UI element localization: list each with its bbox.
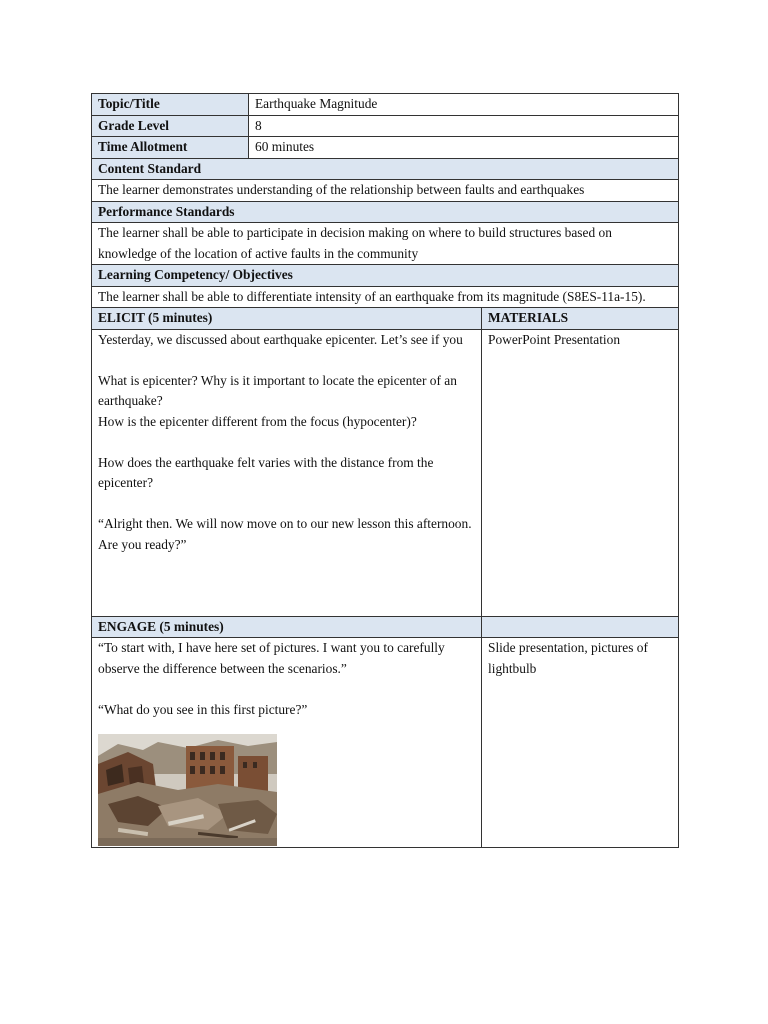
time-row <box>92 137 679 159</box>
lesson-plan <box>91 93 678 848</box>
engage-row <box>92 638 679 848</box>
content-standard-row <box>92 180 679 202</box>
spacer <box>98 432 475 453</box>
spacer <box>98 494 475 515</box>
performance-standards-header-row <box>92 201 679 223</box>
elicit-body <box>92 329 482 616</box>
spacer <box>98 350 475 371</box>
topic-value: Earthquake Magnitude <box>249 94 679 116</box>
lesson-plan-table <box>91 93 679 848</box>
elicit-paragraph-1: Yesterday, we discussed about earthquake epicenter. Let’s see if you <box>98 331 463 347</box>
earthquake-damage-photo <box>98 734 277 846</box>
performance-standards-heading: Performance Standards <box>92 201 679 223</box>
grade-row <box>92 115 679 137</box>
elicit-heading: ELICIT (5 minutes) <box>92 308 482 330</box>
engage-paragraph-1: “To start with, I have here set of pictures. I want you to carefully observe the difference between the scenarios.” <box>98 640 449 676</box>
content-standard-header-row <box>92 158 679 180</box>
elicit-question-1: What is epicenter? Why is it important to locate the epicenter of an earthquake? <box>98 372 461 408</box>
elicit-question-2: How is the epicenter different from the focus (hypocenter)? <box>98 413 417 429</box>
materials-heading: MATERIALS <box>482 308 679 330</box>
time-value: 60 minutes <box>249 137 679 159</box>
time-label: Time Allotment <box>92 137 249 159</box>
performance-standards-row <box>92 223 679 265</box>
topic-label: Topic/Title <box>92 94 249 116</box>
grade-value: 8 <box>249 115 679 137</box>
grade-label: Grade Level <box>92 115 249 137</box>
elicit-closing: “Alright then. We will now move on to our new lesson this afternoon. Are you ready?” <box>98 516 475 552</box>
content-standard-text: The learner demonstrates understanding of the relationship between faults and earthquakes <box>92 180 679 202</box>
engage-materials-heading-cell <box>482 616 679 638</box>
elicit-header-row <box>92 308 679 330</box>
elicit-materials: PowerPoint Presentation <box>482 329 679 616</box>
learning-competency-header-row <box>92 265 679 287</box>
engage-body <box>92 638 482 848</box>
spacer <box>98 679 475 700</box>
content-standard-heading: Content Standard <box>92 158 679 180</box>
learning-competency-heading: Learning Competency/ Objectives <box>92 265 679 287</box>
engage-heading: ENGAGE (5 minutes) <box>92 616 482 638</box>
performance-standards-text: The learner shall be able to participate in decision making on where to build structures based on knowledge of the location of active faults in the community <box>92 223 679 265</box>
engage-header-row <box>92 616 679 638</box>
elicit-row <box>92 329 679 616</box>
learning-competency-text: The learner shall be able to differentiate intensity of an earthquake from its magnitude (S8ES-11a-15). <box>92 286 679 308</box>
engage-materials: Slide presentation, pictures of lightbulb <box>482 638 679 848</box>
topic-row <box>92 94 679 116</box>
elicit-question-3: How does the earthquake felt varies with the distance from the epicenter? <box>98 454 437 490</box>
learning-competency-row <box>92 286 679 308</box>
engage-question-1: “What do you see in this first picture?” <box>98 701 308 717</box>
